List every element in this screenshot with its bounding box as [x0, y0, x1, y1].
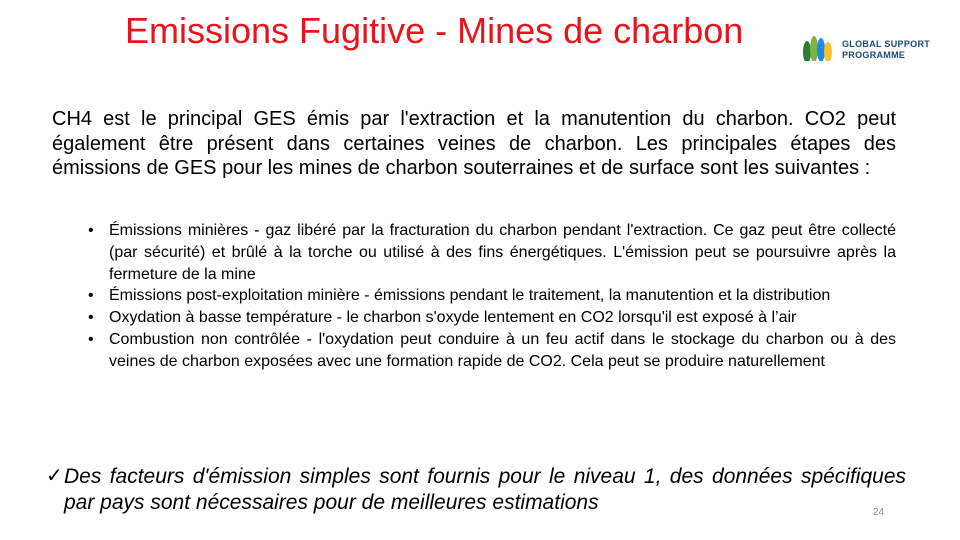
emission-stages-list [88, 220, 896, 373]
logo-text-line2: PROGRAMME [842, 50, 906, 60]
intro-paragraph: CH4 est le principal GES émis par l'extraction et la manutention du charbon. CO2 peut également être présent dans certaines veines de charbon. Les principales étapes des émissions de GES pour les mines de charbon souterraines et de surface sont les suivantes : [52, 108, 896, 179]
global-support-programme-logo [800, 30, 940, 70]
logo-text-line1: GLOBAL SUPPORT [842, 39, 931, 49]
conclusion-text: Des facteurs d'émission simples sont fournis pour le niveau 1, des données spécifiques par pays sont nécessaires pour de meilleures estimations [64, 465, 906, 514]
page-number: 24 [873, 507, 885, 518]
list-item: • Émissions post-exploitation minière - émissions pendant le traitement, la manutention et la distribution [88, 285, 896, 307]
slide-title: Emissions Fugitive - Mines de charbon [125, 10, 744, 51]
leaf-logo-icon [800, 33, 834, 67]
checkmark-icon: ✓ [46, 465, 63, 487]
list-item: • Oxydation à basse température - le charbon s'oxyde lentement en CO2 lorsqu'il est exposé à l’air [88, 307, 896, 329]
list-item: • Émissions minières - gaz libéré par la fracturation du charbon pendant l'extraction. Ce gaz peut être collecté (par sécurité) et brûlé à la torche ou utilisé à des fins énergétiques. L'émission peut se poursuivre après la fermeture de la mine [88, 220, 896, 285]
conclusion-block [46, 464, 906, 515]
list-item: • Combustion non contrôlée - l'oxydation peut conduire à un feu actif dans le stockage du charbon ou à des veines de charbon exposées avec une formation rapide de CO2. Cela peut se produire naturellement [88, 329, 896, 373]
